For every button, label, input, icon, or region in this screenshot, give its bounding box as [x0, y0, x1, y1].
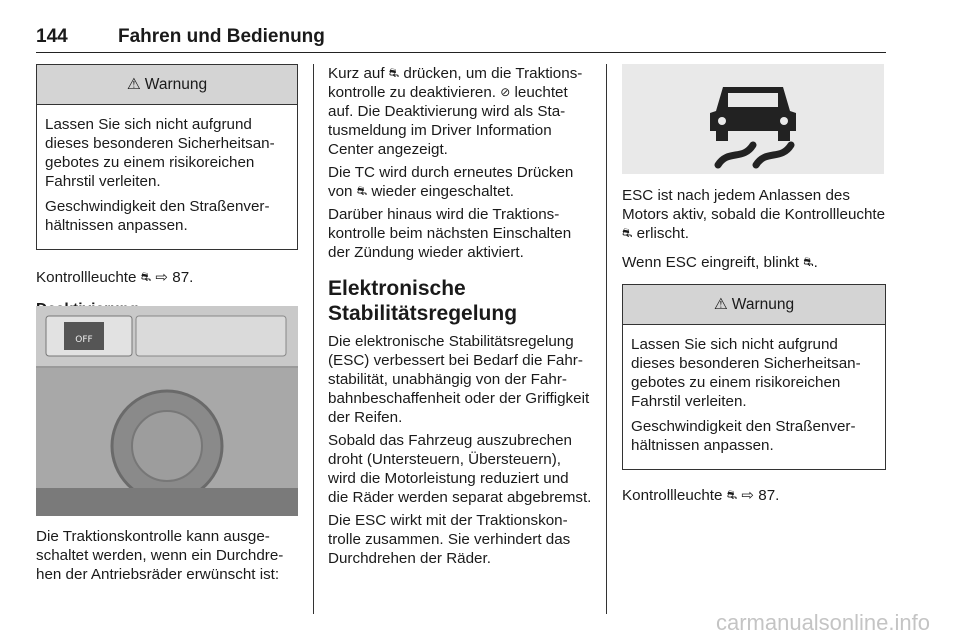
warning-text-2: Geschwindigkeit den Straßenverhältnissen anpassen. — [45, 198, 270, 234]
esc-skid-car-icon — [698, 69, 808, 169]
esc-active-text: ESC ist nach jedem Anlassen des Motors aktiv, sobald die Kontrollleuchte ⛐ erlischt. — [622, 187, 886, 242]
tc-off-indicator-icon: ⊘ — [500, 85, 511, 99]
warning-title: Warnung — [731, 295, 795, 313]
control-light-label: Kontrollleuchte — [622, 487, 723, 504]
warning-box — [622, 284, 886, 470]
svg-text:OFF: OFF — [75, 335, 93, 345]
esc-skid-car-icon: ⛐ — [803, 255, 814, 269]
esc-intro-text: Die elektronische Stabilitätsregelung (ESC) verbessert bei Bedarf die Fahrstabilität, unabhängig von der Fahrbahnbeschaffenheit oder der Griffigkeit der Reifen. — [328, 333, 590, 426]
page-reference[interactable]: 87. — [172, 269, 194, 286]
warning-triangle-icon: ⚠ — [126, 76, 141, 93]
column-divider-1 — [313, 64, 314, 614]
watermark: carmanualsonline.info — [715, 610, 930, 635]
esc-skid-car-icon: ⛐ — [622, 226, 633, 240]
warning-text-1: Lassen Sie sich nicht aufgrund dieses besonderen Sicherheitsangebotes zu einem risikoreichen Fahrstil verleiten. — [631, 336, 861, 410]
control-light-reference — [36, 268, 298, 287]
esc-skid-car-icon: ⛐ — [140, 270, 152, 284]
column-divider-2 — [606, 64, 607, 614]
warning-title: Warnung — [144, 75, 208, 93]
warning-body — [37, 105, 297, 249]
warning-box — [36, 64, 298, 250]
column-right — [622, 64, 886, 509]
chapter-title: Fahren und Bedienung — [118, 26, 325, 47]
column-left — [36, 64, 298, 319]
tc-ignition-text: Darüber hinaus wird die Traktionskontrolle beim nächsten Einschalten der Zündung wieder aktiviert. — [328, 206, 572, 261]
control-light-label: Kontrollleuchte — [36, 269, 137, 286]
esc-skid-car-icon: ⛐ — [726, 488, 738, 502]
console-button-photo — [36, 306, 298, 516]
control-light-reference — [622, 486, 886, 505]
esc-intervention-text: Sobald das Fahrzeug auszubrechen droht (Untersteuern, Übersteuern), wird die Motorleistung reduziert und die Räder werden separat abgebremst. — [328, 432, 592, 506]
section-title: Elektronische Stabilitätsregelung — [328, 277, 518, 325]
page-header — [36, 26, 886, 53]
warning-header — [623, 285, 885, 325]
console-illustration — [36, 306, 298, 516]
page-reference[interactable]: 87. — [758, 487, 780, 504]
page-ref-arrow-icon: ⇨ — [155, 269, 169, 286]
warning-body — [623, 325, 885, 469]
esc-tc-text: Die ESC wirkt mit der Traktionskontrolle zusammen. Sie verhindert das Durchdrehen der Räder. — [328, 512, 571, 567]
warning-text-2: Geschwindigkeit den Straßenverhältnissen anpassen. — [631, 418, 856, 454]
tc-deactivate-text: Kurz auf ⛐ drücken, um die Traktionskontrolle zu deaktivieren. ⊘ leuchtet auf. Die Deaktivierung wird als Statusmeldung im Driver Information Center angezeigt. — [328, 65, 583, 158]
esc-symbol-box — [622, 64, 884, 174]
esc-blink-text: Wenn ESC eingreift, blinkt ⛐. — [622, 254, 818, 271]
page-number: 144 — [36, 26, 68, 47]
warning-text-1: Lassen Sie sich nicht aufgrund dieses besonderen Sicherheitsangebotes zu einem risikoreichen Fahrstil verleiten. — [45, 116, 275, 190]
tc-reactivate-text: Die TC wird durch erneutes Drücken von ⛐ wieder eingeschaltet. — [328, 164, 574, 200]
photo-caption: Die Traktionskontrolle kann ausgeschaltet werden, wenn ein Durchdrehen der Antriebsräder erwünscht ist: — [36, 528, 284, 583]
warning-triangle-icon: ⚠ — [713, 296, 728, 313]
column-middle — [328, 64, 592, 572]
warning-header — [37, 65, 297, 105]
tc-off-icon: ⛐ — [388, 66, 400, 80]
tc-off-icon: ⛐ — [356, 184, 368, 198]
page-ref-arrow-icon: ⇨ — [741, 487, 755, 504]
column-left-caption — [36, 527, 298, 588]
